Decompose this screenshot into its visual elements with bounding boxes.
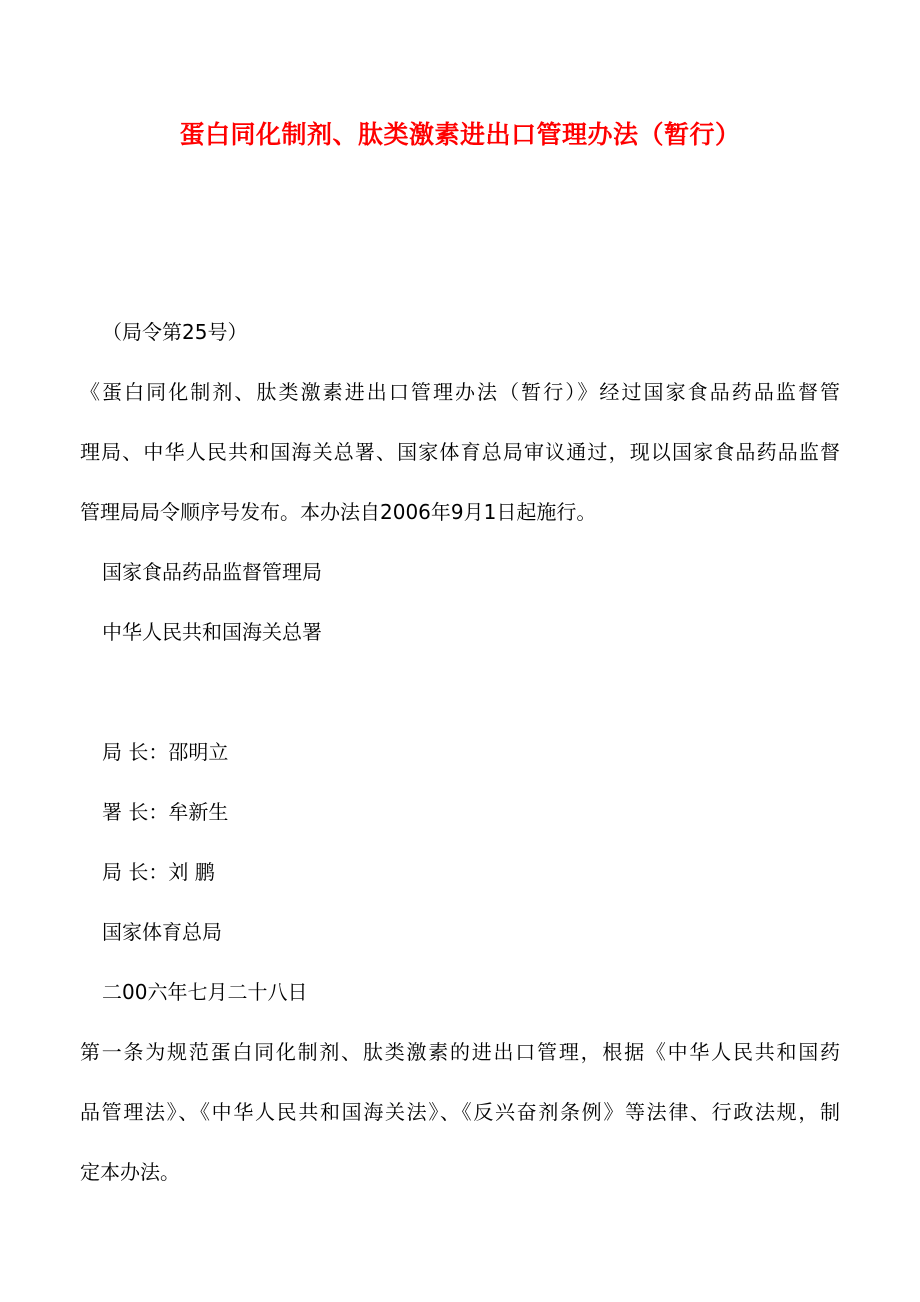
article1-line-2: 品管理法》、《中华人民共和国海关法》、《反兴奋剂条例》等法律、行政法规，制 [80,1100,840,1124]
intro-line-2: 理局、中华人民共和国海关总署、国家体育总局审议通过，现以国家食品药品监督 [80,440,840,464]
signatory-3: 局 长：刘 鹏 [102,860,215,884]
intro-line-1: 《蛋白同化制剂、肽类激素进出口管理办法（暂行）》经过国家食品药品监督管 [80,380,840,404]
issuer-drug-administration: 国家食品药品监督管理局 [102,560,322,584]
issuer-sport: 国家体育总局 [102,920,222,944]
article1-line-3: 定本办法。 [80,1160,180,1184]
signatory-1: 局 长：邵明立 [102,740,229,764]
article1-line-1: 第一条为规范蛋白同化制剂、肽类激素的进出口管理，根据《中华人民共和国药 [80,1040,840,1064]
document-title: 蛋白同化制剂、肽类激素进出口管理办法（暂行） [179,120,741,149]
order-number: （局令第25号） [102,320,248,344]
issuer-customs: 中华人民共和国海关总署 [102,620,322,644]
issue-date: 二00六年七月二十八日 [102,980,308,1004]
intro-line-3: 管理局局令顺序号发布。本办法自2006年9月1日起施行。 [80,500,597,524]
signatory-2: 署 长：牟新生 [102,800,229,824]
